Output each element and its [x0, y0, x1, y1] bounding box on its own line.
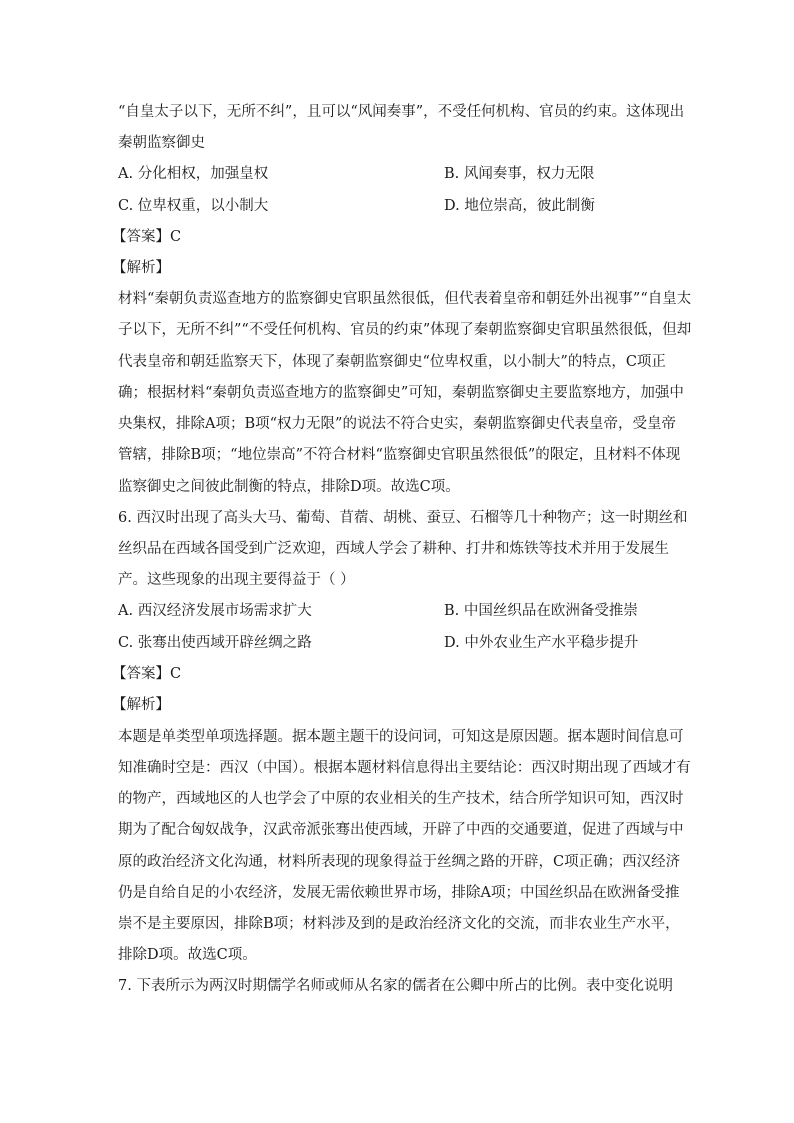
q6-analysis-label: 【解析】	[112, 697, 170, 713]
q5-analysis-line-6: 管辖，排除B项；“地位崇高”不符合材料“监察御史官职虽然很低”的限定，且材料不体现	[118, 447, 681, 463]
q6-option-d: D. 中外农业生产水平稳步提升	[444, 635, 639, 651]
q6-analysis-line-5: 原的政治经济文化沟通，材料所表现的现象得益于丝绸之路的开辟，C项正确；西汉经济	[118, 854, 681, 870]
q6-option-c: C. 张骞出使西域开辟丝绸之路	[118, 635, 312, 651]
q5-analysis-line-5: 央集权，排除A项；B项“权力无限”的说法不符合史实，秦朝监察御史代表皇帝，受皇帝	[118, 416, 676, 432]
q6-analysis-line-8: 排除D项。故选C项。	[118, 947, 257, 963]
q6-analysis-line-7: 崇不是主要原因，排除B项；材料涉及到的是政治经济文化的交流，而非农业生产水平，	[118, 916, 680, 932]
q6-answer: 【答案】C	[112, 666, 182, 682]
q6-analysis-line-2: 知准确时空是：西汉（中国）。根据本题材料信息得出主要结论：西汉时期出现了西域才有	[118, 760, 691, 776]
q5-analysis-label: 【解析】	[112, 260, 170, 276]
q5-answer: 【答案】C	[112, 229, 182, 245]
q5-analysis-line-4: 确；根据材料“秦朝负责巡查地方的监察御史”可知，秦朝监察御史主要监察地方，加强中	[118, 385, 684, 401]
q6-analysis-line-1: 本题是单类型单项选择题。据本题主题干的设问词，可知这是原因题。据本题时间信息可	[118, 729, 684, 745]
q5-analysis-line-1: 材料“秦朝负责巡查地方的监察御史官职虽然很低，但代表着皇帝和朝廷外出视事”“自皇太	[118, 291, 692, 307]
q6-stem-line-3: 产。这些现象的出现主要得益于（ ）	[118, 572, 355, 588]
q6-stem-line-2: 丝织品在西域各国受到广泛欢迎，西域人学会了耕种、打井和炼铁等技术并用于发展生	[118, 541, 669, 557]
q6-stem-line-1: 6. 西汉时出现了高头大马、葡萄、苜蓿、胡桃、蚕豆、石榴等几十种物产；这一时期丝和	[118, 510, 688, 526]
q5-analysis-line-7: 监察御史之间彼此制衡的特点，排除D项。故选C项。	[118, 479, 460, 495]
q5-stem-line-2: 秦朝监察御史	[118, 135, 205, 151]
q5-option-a: A. 分化相权，加强皇权	[118, 166, 269, 182]
q5-option-b: B. 风闻奏事，权力无限	[444, 166, 595, 182]
q5-option-d: D. 地位崇高，彼此制衡	[444, 198, 595, 214]
q5-analysis-line-3: 代表皇帝和朝廷监察天下，体现了秦朝监察御史“位卑权重，以小制大”的特点，C项正	[118, 354, 666, 370]
q6-analysis-line-6: 仍是自给自足的小农经济，发展无需依赖世界市场，排除A项；中国丝织品在欧洲备受推	[118, 885, 680, 901]
q7-stem-line-1: 7. 下表所示为两汉时期儒学名师或师从名家的儒者在公卿中所占的比例。表中变化说明	[118, 978, 673, 994]
q5-analysis-line-2: 子以下，无所不纠”“不受任何机构、官员的约束”体现了秦朝监察御史官职虽然很低，但却	[118, 322, 692, 338]
q6-option-b: B. 中国丝织品在欧洲备受推崇	[444, 603, 638, 619]
q5-option-c: C. 位卑权重，以小制大	[118, 198, 269, 214]
q5-stem-line-1: “自皇太子以下，无所不纠”，且可以“风闻奏事”，不受任何机构、官员的约束。这体现出	[118, 104, 685, 120]
q6-analysis-line-4: 期为了配合匈奴战争，汉武帝派张骞出使西域，开辟了中西的交通要道，促进了西域与中	[118, 822, 684, 838]
q6-option-a: A. 西汉经济发展市场需求扩大	[118, 603, 312, 619]
q6-analysis-line-3: 的物产，西域地区的人也学会了中原的农业相关的生产技术，结合所学知识可知，西汉时	[118, 791, 684, 807]
